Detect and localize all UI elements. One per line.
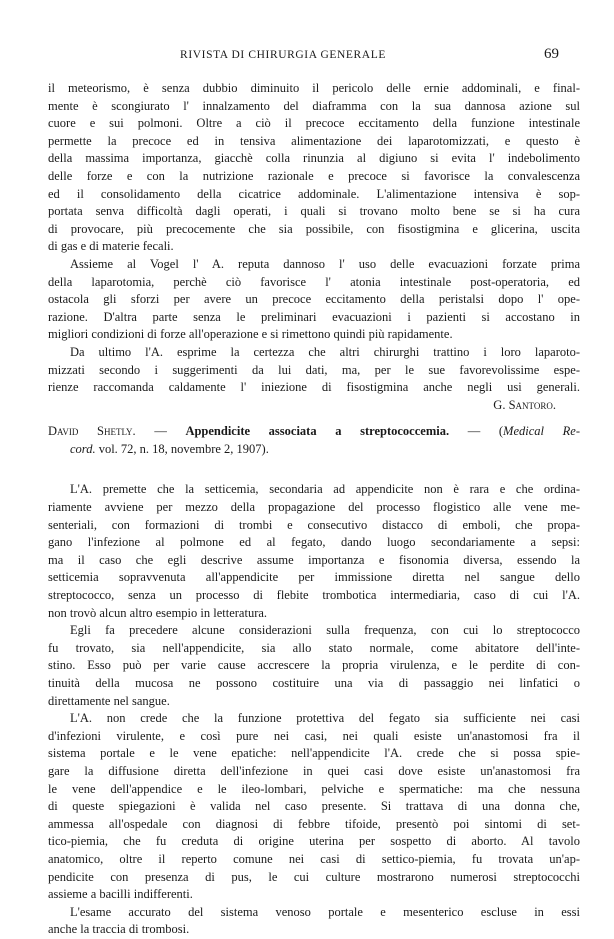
text-line: razione. D'altra parte senza le preliminari evacuazioni i pazienti si accostano in — [48, 309, 580, 324]
text-line: L'A. premette che la setticemia, secondaria ad appendicite non è rara e che ordina- — [70, 482, 580, 497]
text-line: della laparotomia, perchè ciò favorisce l' atonia intestinale post-operatoria, ed — [48, 274, 580, 289]
article-2-text — [48, 481, 580, 938]
text-line: gare la diffusione diretta dell'infezione in quei casi dove esiste un'anastomosi fra — [48, 763, 580, 778]
text-line: setticemia sopravvenuta all'appendicite per immissione diretta nel sangue dello — [48, 570, 580, 585]
text-line: assieme a bacilli indifferenti. — [48, 887, 193, 902]
author-signature: G. Santoro. — [493, 397, 556, 412]
text-line: il meteorismo, è senza dubbio diminuito il pericolo delle ernie addominali, e final- — [48, 81, 580, 95]
text-line: riamente avviene per mezzo della propagazione del processo flogistico alle vene me- — [48, 500, 580, 515]
text-line: Egli fa precedere alcune considerazioni sulla frequenza, con cui lo streptococco — [70, 623, 580, 638]
text-line: gano l'infezione al polmone ed al fegato, dando luogo secondariamente a sepsi: — [48, 535, 580, 550]
text-line: migliori condizioni di forze all'operazione e si rimettono quindi più rapidamente. — [48, 327, 453, 342]
text-line: rienze raccomanda caldamente l' iniezione di fisostigmina anche negli usi generali. — [48, 380, 580, 395]
text-line: pendicite con presenza di pus, le cui culture mostrarono numerosi streptococchi — [48, 869, 580, 884]
page-number: 69 — [544, 46, 559, 62]
text-line: tinuità della mucosa ne possono costituire una via di passaggio nei linfatici o — [48, 676, 580, 690]
citation-line — [48, 441, 580, 459]
citation-dash: — ( — [449, 424, 504, 439]
text-line: non trovò alcun altro esempio in letteratura. — [48, 605, 268, 620]
citation-journal-cont: cord. — [70, 441, 96, 456]
citation-dash: — — [135, 424, 186, 439]
text-line: le vene dell'appendice e le ileo-lombari, pelviche e spermatiche: ma che nessuna — [48, 781, 580, 796]
text-line: Da ultimo l'A. esprime la certezza che altri chirurghi trattino i loro laparoto- — [70, 344, 580, 359]
text-line: ostacola gli sforzi per avere un precoce eccitamento della peristalsi dopo l' ope- — [48, 292, 580, 307]
citation-journal: Medical Re- — [503, 424, 580, 439]
text-line: stino. Esso può per varie cause accrescere la propria virulenza, e le perdite di con- — [48, 658, 580, 673]
text-line: ed il consolidamento della cicatrice addominale. L'alimentazione intensiva è sop- — [48, 186, 580, 201]
text-line: tico-piemia, che fu creduta di origine uterina per sospetto di aborto. Al tavolo — [48, 834, 580, 849]
text-line: ma il caso che egli descrive assume importanza e fisonomia diversa, essendo la — [48, 552, 580, 567]
citation-author: David Shetly. — [48, 424, 136, 439]
text-line: Assieme al Vogel l' A. reputa dannoso l' uso delle evacuazioni forzate prima — [70, 256, 580, 271]
text-line: anche la traccia di trombosi. — [48, 922, 190, 937]
text-line: permette la precoce ed in tensiva alimentazione dei laparotomizzati, e questo è — [48, 133, 580, 148]
text-line: mente è scongiurato l' innalzamento del diaframma con la sua dannosa azione sul — [48, 98, 580, 113]
citation-details: vol. 72, n. 18, novembre 2, 1907). — [95, 441, 269, 456]
article-1-text — [48, 80, 580, 414]
article-2-citation — [48, 423, 580, 458]
text-line: d'infezioni virulente, e così pure nei casi, nei quali esiste un'anastomosi fra il — [48, 728, 580, 743]
running-header: RIVISTA DI CHIRURGIA GENERALE — [180, 49, 386, 61]
text-line: portata senva difficoltà dagli operati, i quali si trovano molto bene se si ha cura — [48, 204, 580, 219]
text-line: delle forze e con la nutrizione razionale e precoce si favorisce la convalescenza — [48, 168, 580, 183]
text-line: L'A. non crede che la funzione protettiva del fegato sia sufficiente nei casi — [70, 711, 580, 726]
text-line: ammessa all'ospedale con diagnosi di febbre tifoide, presentò poi sintomi di set- — [48, 816, 580, 831]
text-line: sistema portale e le vene epatiche: nell'appendicite l'A. crede che si possa spie- — [48, 746, 580, 761]
text-line: streptococco, senza un processo di flebite trombotica intermediaria, caso di cui l'A. — [48, 588, 580, 603]
text-line: di queste spiegazioni è valida nel caso presente. Si trattava di una donna che, — [48, 799, 580, 814]
text-line: direttamente nel sangue. — [48, 693, 170, 708]
citation-line — [48, 423, 580, 441]
citation-title: Appendicite associata a streptococcemia. — [185, 424, 450, 439]
text-line: L'esame accurato del sistema venoso portale e mesenterico escluse in essi — [70, 904, 580, 919]
text-line: della massima importanza, giacchè colla rinunzia al digiuno si evita l' indebolimento — [48, 151, 580, 166]
page-body — [48, 80, 580, 939]
text-line: cuore e sui polmoni. Oltre a ciò il precoce eccitamento della funzione intestinale — [48, 116, 580, 131]
text-line: fu trovato, sia nell'appendicite, sia allo stato normale, come abitatore dell'inte- — [48, 640, 580, 655]
text-line: senteriali, con formazioni di trombi e consecutivo distacco di emboli, che propa- — [48, 517, 580, 532]
text-line: di provocare, più precocemente che sia possibile, con fisostigmina e glicerina, uscita — [48, 221, 580, 236]
text-line: anatomico, oltre il reperto comune nei casi di settico-piemia, fu trovata un'ap- — [48, 851, 580, 866]
text-line: mizzati secondo i suggerimenti da lui dati, ma, per le sue favorevolissime espe- — [48, 362, 580, 377]
text-line: di gas e di materie fecali. — [48, 239, 174, 254]
